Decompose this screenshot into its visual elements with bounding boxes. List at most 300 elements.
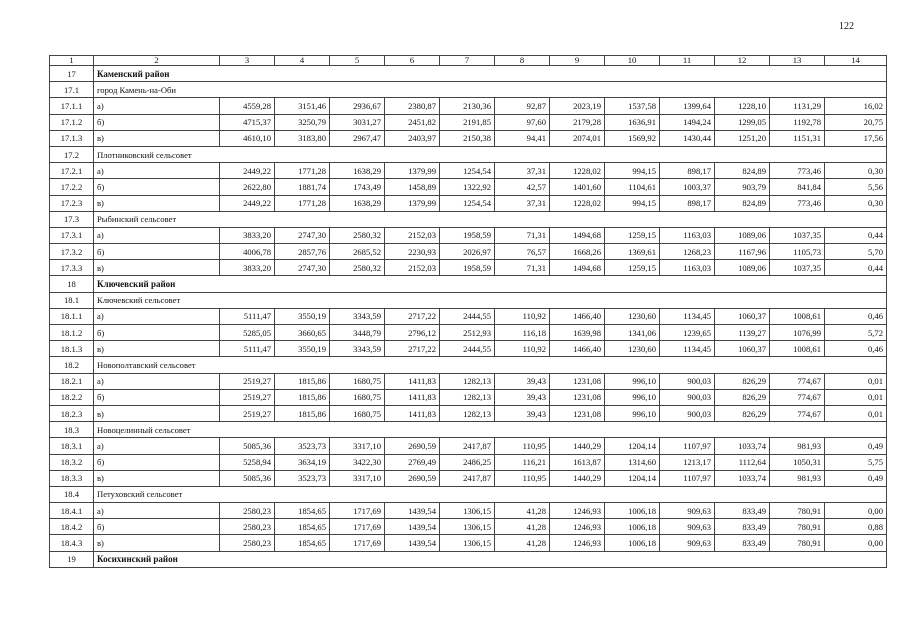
table-cell: 841,84 [770, 179, 825, 195]
table-cell: 2747,30 [275, 227, 330, 243]
row-code: 19 [50, 551, 94, 567]
table-cell: 1430,44 [660, 130, 715, 146]
table-cell: 909,63 [660, 535, 715, 551]
settlement-title: Петуховский сельсовет [94, 486, 887, 502]
row-code: 17.1.3 [50, 130, 94, 146]
table-cell: 774,67 [770, 373, 825, 389]
table-row [50, 98, 887, 114]
table-cell: 1089,06 [715, 260, 770, 276]
table-cell: 3634,19 [275, 454, 330, 470]
row-code: 17.2.1 [50, 163, 94, 179]
table-cell: 996,10 [605, 405, 660, 421]
row-label: в) [94, 341, 220, 357]
table-cell: 2519,27 [220, 373, 275, 389]
table-cell: 1151,31 [770, 130, 825, 146]
row-code: 18.1.2 [50, 325, 94, 341]
table-cell: 996,10 [605, 373, 660, 389]
table-cell: 0,01 [825, 389, 887, 405]
table-cell: 1003,37 [660, 179, 715, 195]
table-cell: 1228,02 [550, 195, 605, 211]
table-cell: 824,89 [715, 163, 770, 179]
row-label: в) [94, 195, 220, 211]
table-cell: 903,79 [715, 179, 770, 195]
row-code: 18.1.3 [50, 341, 94, 357]
table-cell: 3317,10 [330, 438, 385, 454]
table-cell: 1379,99 [385, 163, 440, 179]
table-cell: 2717,22 [385, 308, 440, 324]
table-cell: 3660,65 [275, 325, 330, 341]
table-cell: 826,29 [715, 405, 770, 421]
row-code: 18.3.2 [50, 454, 94, 470]
table-cell: 1639,98 [550, 325, 605, 341]
row-label: б) [94, 389, 220, 405]
table-row [50, 470, 887, 486]
table-cell: 1341,06 [605, 325, 660, 341]
row-code: 18.1.1 [50, 308, 94, 324]
settlement-title: Новополтавский сельсовет [94, 357, 887, 373]
table-cell: 1466,40 [550, 308, 605, 324]
table-cell: 2417,87 [440, 470, 495, 486]
table-cell: 0,88 [825, 519, 887, 535]
table-cell: 1134,45 [660, 308, 715, 324]
table-cell: 1228,02 [550, 163, 605, 179]
table-cell: 2417,87 [440, 438, 495, 454]
table-cell: 37,31 [495, 163, 550, 179]
table-cell: 3523,73 [275, 438, 330, 454]
table-cell: 1494,68 [550, 227, 605, 243]
table-cell: 1537,58 [605, 98, 660, 114]
row-code: 18.2 [50, 357, 94, 373]
table-body [50, 56, 887, 568]
table-cell: 1636,91 [605, 114, 660, 130]
row-label: б) [94, 244, 220, 260]
table-cell: 3523,73 [275, 470, 330, 486]
table-row [50, 114, 887, 130]
row-label: в) [94, 260, 220, 276]
table-cell: 1239,65 [660, 325, 715, 341]
table-cell: 773,46 [770, 163, 825, 179]
table-cell: 1254,54 [440, 163, 495, 179]
table-cell: 5258,94 [220, 454, 275, 470]
table-cell: 1322,92 [440, 179, 495, 195]
table-cell: 116,21 [495, 454, 550, 470]
table-cell: 1717,69 [330, 519, 385, 535]
table-cell: 1815,86 [275, 405, 330, 421]
table-cell: 0,46 [825, 308, 887, 324]
row-label: в) [94, 470, 220, 486]
table-cell: 2936,67 [330, 98, 385, 114]
table-cell: 981,93 [770, 438, 825, 454]
row-code: 17.3 [50, 211, 94, 227]
table-cell: 3031,27 [330, 114, 385, 130]
row-code: 17.3.3 [50, 260, 94, 276]
table-cell: 0,46 [825, 341, 887, 357]
table-cell: 2403,97 [385, 130, 440, 146]
table-cell: 774,67 [770, 389, 825, 405]
tariff-table [49, 55, 887, 568]
table-cell: 1411,83 [385, 373, 440, 389]
table-cell: 996,10 [605, 389, 660, 405]
table-cell: 0,30 [825, 195, 887, 211]
row-code: 18.2.2 [50, 389, 94, 405]
table-cell: 2580,23 [220, 535, 275, 551]
row-code: 17.1 [50, 82, 94, 98]
table-cell: 1230,60 [605, 341, 660, 357]
table-cell: 1411,83 [385, 405, 440, 421]
table-cell: 1006,18 [605, 535, 660, 551]
row-code: 17.3.1 [50, 227, 94, 243]
table-cell: 1958,59 [440, 260, 495, 276]
table-cell: 1259,15 [605, 227, 660, 243]
table-row [50, 535, 887, 551]
row-label: в) [94, 405, 220, 421]
district-row [50, 66, 887, 82]
table-cell: 1204,14 [605, 438, 660, 454]
district-title: Ключевский район [94, 276, 887, 292]
row-code: 18.3 [50, 422, 94, 438]
table-cell: 3317,10 [330, 470, 385, 486]
table-cell: 3448,79 [330, 325, 385, 341]
settlement-row [50, 211, 887, 227]
table-cell: 1282,13 [440, 389, 495, 405]
table-cell: 3151,46 [275, 98, 330, 114]
table-cell: 826,29 [715, 389, 770, 405]
table-row [50, 454, 887, 470]
row-code: 18.4.3 [50, 535, 94, 551]
table-row [50, 341, 887, 357]
table-cell: 1717,69 [330, 535, 385, 551]
table-cell: 2690,59 [385, 438, 440, 454]
table-cell: 1282,13 [440, 373, 495, 389]
table-cell: 20,75 [825, 114, 887, 130]
district-row [50, 276, 887, 292]
table-cell: 824,89 [715, 195, 770, 211]
table-cell: 1112,64 [715, 454, 770, 470]
table-cell: 3833,20 [220, 260, 275, 276]
row-label: б) [94, 454, 220, 470]
table-cell: 1282,13 [440, 405, 495, 421]
table-cell: 1037,35 [770, 260, 825, 276]
table-cell: 826,29 [715, 373, 770, 389]
row-code: 17.2.3 [50, 195, 94, 211]
table-cell: 1306,15 [440, 503, 495, 519]
table-cell: 2380,87 [385, 98, 440, 114]
table-cell: 2685,52 [330, 244, 385, 260]
column-number: 2 [94, 56, 220, 66]
table-cell: 110,95 [495, 438, 550, 454]
table-cell: 110,92 [495, 308, 550, 324]
table-cell: 1440,29 [550, 470, 605, 486]
table-cell: 1881,74 [275, 179, 330, 195]
table-cell: 41,28 [495, 503, 550, 519]
table-cell: 1958,59 [440, 227, 495, 243]
table-cell: 3833,20 [220, 227, 275, 243]
row-label: б) [94, 114, 220, 130]
table-cell: 3343,59 [330, 341, 385, 357]
table-cell: 0,00 [825, 503, 887, 519]
table-cell: 1254,54 [440, 195, 495, 211]
table-row [50, 130, 887, 146]
table-cell: 110,92 [495, 341, 550, 357]
table-cell: 1299,05 [715, 114, 770, 130]
column-number: 11 [660, 56, 715, 66]
table-cell: 1089,06 [715, 227, 770, 243]
table-cell: 1439,54 [385, 519, 440, 535]
table-cell: 900,03 [660, 373, 715, 389]
table-cell: 1163,03 [660, 260, 715, 276]
table-cell: 2690,59 [385, 470, 440, 486]
table-cell: 0,01 [825, 373, 887, 389]
table-cell: 1060,37 [715, 308, 770, 324]
table-cell: 3343,59 [330, 308, 385, 324]
table-cell: 41,28 [495, 519, 550, 535]
table-cell: 994,15 [605, 163, 660, 179]
table-cell: 1668,26 [550, 244, 605, 260]
column-number: 7 [440, 56, 495, 66]
table-cell: 1379,99 [385, 195, 440, 211]
table-cell: 2519,27 [220, 405, 275, 421]
table-cell: 981,93 [770, 470, 825, 486]
table-cell: 1854,65 [275, 535, 330, 551]
table-cell: 2580,23 [220, 519, 275, 535]
table-cell: 1638,29 [330, 195, 385, 211]
table-cell: 1246,93 [550, 503, 605, 519]
table-cell: 116,18 [495, 325, 550, 341]
column-number: 6 [385, 56, 440, 66]
row-label: б) [94, 179, 220, 195]
table-row [50, 260, 887, 276]
table-cell: 1163,03 [660, 227, 715, 243]
row-code: 17 [50, 66, 94, 82]
table-cell: 1107,97 [660, 438, 715, 454]
table-cell: 1854,65 [275, 519, 330, 535]
table-cell: 2451,82 [385, 114, 440, 130]
table-cell: 1399,64 [660, 98, 715, 114]
table-cell: 1638,29 [330, 163, 385, 179]
column-number: 5 [330, 56, 385, 66]
table-cell: 780,91 [770, 535, 825, 551]
table-cell: 5,56 [825, 179, 887, 195]
table-cell: 1231,08 [550, 405, 605, 421]
row-code: 18.4.1 [50, 503, 94, 519]
table-cell: 4559,28 [220, 98, 275, 114]
table-cell: 76,57 [495, 244, 550, 260]
table-cell: 42,57 [495, 179, 550, 195]
table-cell: 3550,19 [275, 341, 330, 357]
table-cell: 0,49 [825, 470, 887, 486]
table-cell: 909,63 [660, 503, 715, 519]
district-title: Косихинский район [94, 551, 887, 567]
table-cell: 4006,78 [220, 244, 275, 260]
table-cell: 2769,49 [385, 454, 440, 470]
table-cell: 94,41 [495, 130, 550, 146]
table-cell: 5085,36 [220, 470, 275, 486]
table-cell: 2449,22 [220, 163, 275, 179]
table-cell: 1680,75 [330, 373, 385, 389]
page-number: 122 [839, 21, 854, 32]
settlement-row [50, 82, 887, 98]
row-code: 17.3.2 [50, 244, 94, 260]
settlement-title: Рыбинский сельсовет [94, 211, 887, 227]
table-cell: 0,49 [825, 438, 887, 454]
table-cell: 1008,61 [770, 308, 825, 324]
table-cell: 1006,18 [605, 519, 660, 535]
table-cell: 2622,80 [220, 179, 275, 195]
row-label: а) [94, 227, 220, 243]
table-cell: 1033,74 [715, 438, 770, 454]
table-cell: 5,70 [825, 244, 887, 260]
table-cell: 1259,15 [605, 260, 660, 276]
table-cell: 2796,12 [385, 325, 440, 341]
table-cell: 2152,03 [385, 227, 440, 243]
row-label: а) [94, 163, 220, 179]
settlement-row [50, 422, 887, 438]
table-cell: 41,28 [495, 535, 550, 551]
settlement-row [50, 292, 887, 308]
table-cell: 1246,93 [550, 535, 605, 551]
table-cell: 1494,24 [660, 114, 715, 130]
table-cell: 1854,65 [275, 503, 330, 519]
table-cell: 5111,47 [220, 308, 275, 324]
settlement-row [50, 486, 887, 502]
table-cell: 1466,40 [550, 341, 605, 357]
table-row [50, 438, 887, 454]
table-cell: 1717,69 [330, 503, 385, 519]
table-cell: 16,02 [825, 98, 887, 114]
table-cell: 994,15 [605, 195, 660, 211]
table-cell: 39,43 [495, 389, 550, 405]
table-cell: 2023,19 [550, 98, 605, 114]
table-cell: 2580,23 [220, 503, 275, 519]
table-cell: 1771,28 [275, 163, 330, 179]
table-cell: 774,67 [770, 405, 825, 421]
settlement-title: город Камень-на-Оби [94, 82, 887, 98]
table-cell: 900,03 [660, 405, 715, 421]
table-cell: 1680,75 [330, 389, 385, 405]
table-cell: 4715,37 [220, 114, 275, 130]
table-cell: 0,44 [825, 227, 887, 243]
row-code: 17.2 [50, 146, 94, 162]
table-cell: 2717,22 [385, 341, 440, 357]
table-row [50, 179, 887, 195]
table-cell: 1213,17 [660, 454, 715, 470]
district-row [50, 551, 887, 567]
table-cell: 5111,47 [220, 341, 275, 357]
table-cell: 773,46 [770, 195, 825, 211]
table-cell: 1107,97 [660, 470, 715, 486]
table-cell: 1131,29 [770, 98, 825, 114]
table-cell: 2857,76 [275, 244, 330, 260]
column-number: 3 [220, 56, 275, 66]
table-cell: 1231,08 [550, 389, 605, 405]
table-cell: 1246,93 [550, 519, 605, 535]
table-cell: 1613,87 [550, 454, 605, 470]
table-row [50, 308, 887, 324]
row-code: 17.2.2 [50, 179, 94, 195]
row-label: в) [94, 535, 220, 551]
table-cell: 1680,75 [330, 405, 385, 421]
table-cell: 2512,93 [440, 325, 495, 341]
row-label: а) [94, 98, 220, 114]
row-code: 18 [50, 276, 94, 292]
table-cell: 1204,14 [605, 470, 660, 486]
table-row [50, 325, 887, 341]
table-cell: 1251,20 [715, 130, 770, 146]
table-cell: 2519,27 [220, 389, 275, 405]
settlement-title: Новоцелинный сельсовет [94, 422, 887, 438]
column-number: 1 [50, 56, 94, 66]
table-cell: 1743,49 [330, 179, 385, 195]
table-cell: 2152,03 [385, 260, 440, 276]
table-cell: 1050,31 [770, 454, 825, 470]
table-cell: 3550,19 [275, 308, 330, 324]
table-cell: 3422,30 [330, 454, 385, 470]
table-cell: 1411,83 [385, 389, 440, 405]
table-cell: 2747,30 [275, 260, 330, 276]
table-cell: 1231,08 [550, 373, 605, 389]
table-cell: 2580,32 [330, 260, 385, 276]
table-cell: 2967,47 [330, 130, 385, 146]
settlement-row [50, 146, 887, 162]
column-number: 10 [605, 56, 660, 66]
table-cell: 1439,54 [385, 503, 440, 519]
row-code: 18.1 [50, 292, 94, 308]
table-row [50, 405, 887, 421]
table-cell: 1008,61 [770, 341, 825, 357]
table-cell: 92,87 [495, 98, 550, 114]
table-cell: 1439,54 [385, 535, 440, 551]
table-cell: 2179,28 [550, 114, 605, 130]
table-cell: 833,49 [715, 535, 770, 551]
table-cell: 1815,86 [275, 373, 330, 389]
table-cell: 1060,37 [715, 341, 770, 357]
table-row [50, 519, 887, 535]
column-number: 12 [715, 56, 770, 66]
table-cell: 1228,10 [715, 98, 770, 114]
table-cell: 4610,10 [220, 130, 275, 146]
table-cell: 1268,23 [660, 244, 715, 260]
table-cell: 1139,27 [715, 325, 770, 341]
table-cell: 39,43 [495, 405, 550, 421]
table-cell: 1230,60 [605, 308, 660, 324]
table-cell: 97,60 [495, 114, 550, 130]
table-cell: 1306,15 [440, 519, 495, 535]
table-cell: 909,63 [660, 519, 715, 535]
settlement-title: Ключевский сельсовет [94, 292, 887, 308]
table-cell: 2230,93 [385, 244, 440, 260]
column-number: 8 [495, 56, 550, 66]
column-number: 9 [550, 56, 605, 66]
row-code: 18.2.1 [50, 373, 94, 389]
table-cell: 1033,74 [715, 470, 770, 486]
table-cell: 3183,80 [275, 130, 330, 146]
table-cell: 1006,18 [605, 503, 660, 519]
table-cell: 1192,78 [770, 114, 825, 130]
settlement-row [50, 357, 887, 373]
table-cell: 1167,96 [715, 244, 770, 260]
table-cell: 1037,35 [770, 227, 825, 243]
table-cell: 0,44 [825, 260, 887, 276]
row-label: а) [94, 438, 220, 454]
row-label: а) [94, 308, 220, 324]
table-cell: 5,72 [825, 325, 887, 341]
table-cell: 71,31 [495, 260, 550, 276]
table-cell: 1306,15 [440, 535, 495, 551]
table-cell: 5,75 [825, 454, 887, 470]
table-cell: 0,01 [825, 405, 887, 421]
table-cell: 1440,29 [550, 438, 605, 454]
row-label: б) [94, 325, 220, 341]
